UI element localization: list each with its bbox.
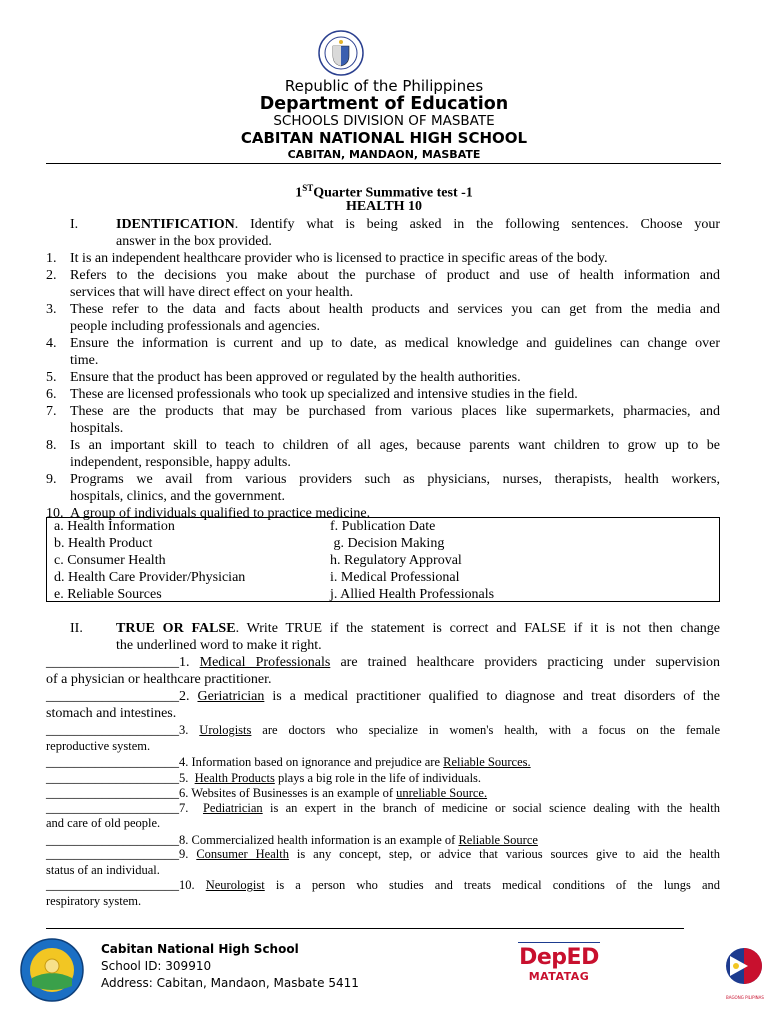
true-false-statement bbox=[46, 771, 481, 785]
true-false-item-continuation: stomach and intestines. bbox=[46, 706, 177, 721]
item-text: services that will have direct effect on your health. bbox=[70, 285, 354, 300]
item-text: These are the products that may be purchased from various places like supermarkets, pharmacies, and bbox=[70, 404, 720, 419]
item-number: 6. bbox=[46, 387, 57, 402]
header-department: Department of Education bbox=[259, 94, 509, 114]
item-text: These refer to the data and facts about health products and services you can get from the media and bbox=[70, 302, 720, 317]
quarter-superscript: ST bbox=[302, 183, 314, 193]
answer-blank[interactable]: ___________________ bbox=[46, 800, 179, 816]
item-number: 1. bbox=[46, 251, 57, 266]
answer-blank[interactable]: ___________________ bbox=[46, 878, 179, 893]
matatag-text: MATATAG bbox=[528, 970, 590, 983]
underlined-term: unreliable Source. bbox=[396, 786, 488, 800]
answer-blank[interactable]: ___________________ bbox=[46, 786, 179, 801]
item-post-text: is a medical practitioner qualified to diagnose and treat disorders of the bbox=[264, 689, 721, 704]
item-text: time. bbox=[70, 353, 99, 368]
true-false-statement bbox=[46, 800, 720, 817]
item-number: 2. bbox=[46, 268, 57, 283]
deped-seal-logo bbox=[318, 30, 364, 76]
choice-item: d. Health Care Provider/Physician bbox=[54, 570, 246, 585]
footer-divider bbox=[46, 928, 684, 929]
item-number: 9. bbox=[46, 472, 57, 487]
choice-item: f. Publication Date bbox=[330, 519, 436, 534]
item-post-text: are doctors who specialize in women's health, with a focus on the female bbox=[251, 723, 720, 737]
item-number: 6. bbox=[179, 786, 189, 800]
item-number: 7. bbox=[46, 404, 57, 419]
item-text: Refers to the decisions you make about the purchase of product and use of health information and bbox=[70, 268, 720, 283]
item-post-text: are trained healthcare providers practicing under supervision bbox=[330, 655, 721, 670]
underlined-term: Reliable Source bbox=[458, 832, 538, 847]
item-pre-text: Information based on ignorance and prejudice are bbox=[188, 755, 444, 769]
item-number: 5. bbox=[46, 370, 57, 385]
part2-roman: II. bbox=[70, 621, 83, 636]
part2-instruction bbox=[116, 620, 720, 637]
item-pre-text bbox=[195, 878, 206, 892]
item-number: 10. bbox=[46, 506, 64, 521]
item-text: It is an independent healthcare provider who is licensed to practice in specific areas of the body. bbox=[70, 251, 608, 266]
item-post-text: is any concept, step, or advice that various sources give to aid the health bbox=[288, 847, 720, 861]
underlined-term: Geriatrician bbox=[197, 689, 265, 704]
test-subject: HEALTH 10 bbox=[345, 199, 423, 214]
true-false-item bbox=[46, 846, 720, 863]
item-text: Is an important skill to teach to children of all ages, because parents want children to grow up to be bbox=[70, 438, 720, 453]
answer-blank[interactable]: ___________________ bbox=[46, 755, 179, 770]
true-false-item-continuation: status of an individual. bbox=[46, 862, 160, 877]
true-false-item bbox=[46, 800, 720, 817]
part2-heading: TRUE OR FALSE bbox=[116, 621, 236, 636]
true-false-item-continuation: reproductive system. bbox=[46, 738, 151, 753]
item-pre-text bbox=[188, 801, 203, 815]
item-text: A group of individuals qualified to practice medicine. bbox=[70, 506, 371, 521]
true-false-item bbox=[46, 688, 720, 705]
item-number: 9. bbox=[179, 847, 189, 861]
bagong-pilipinas-text: BAGONG PILIPINAS bbox=[726, 995, 764, 1000]
item-pre-text: Websites of Businesses is an example of bbox=[188, 786, 397, 800]
choice-item: e. Reliable Sources bbox=[54, 587, 162, 602]
item-number: 2. bbox=[179, 689, 190, 704]
item-text: These are licensed professionals who took up specialized and intensive studies in the field. bbox=[70, 387, 578, 402]
true-false-item-continuation: respiratory system. bbox=[46, 893, 142, 908]
item-text: Ensure that the product has been approved or regulated by the health authorities. bbox=[70, 370, 521, 385]
item-number: 5. bbox=[179, 770, 189, 785]
deped-logo-line bbox=[518, 942, 600, 943]
item-number: 10. bbox=[179, 878, 195, 892]
choice-item: i. Medical Professional bbox=[330, 570, 460, 585]
deped-matatag-logo bbox=[516, 942, 602, 998]
part1-instruction-a: . Identify what is being asked in the following sentences. Choose your bbox=[234, 217, 720, 232]
choice-item: j. Allied Health Professionals bbox=[330, 587, 495, 602]
deped-logo-text: DepED bbox=[519, 945, 599, 970]
item-text: independent, responsible, happy adults. bbox=[70, 455, 291, 470]
item-post-text: is a person who studies and treats medical conditions of the lungs and bbox=[264, 878, 720, 892]
item-number: 4. bbox=[179, 755, 189, 769]
footer-school-id: School ID: 309910 bbox=[101, 959, 212, 973]
item-post-text: plays a big role in the life of individuals. bbox=[274, 770, 482, 785]
true-false-item bbox=[46, 654, 720, 671]
part1-instruction bbox=[116, 216, 720, 233]
answer-blank[interactable]: ___________________ bbox=[46, 770, 179, 786]
true-false-item-continuation: and care of old people. bbox=[46, 816, 161, 830]
underlined-term: Health Products bbox=[194, 770, 275, 785]
part1-roman: I. bbox=[70, 217, 79, 232]
underlined-term: Reliable Sources. bbox=[443, 755, 531, 769]
quarter-title: Quarter Summative test -1 bbox=[313, 185, 473, 201]
item-text: Ensure the information is current and up to date, as medical knowledge and guidelines can change over bbox=[70, 336, 720, 351]
item-pre-text bbox=[188, 723, 199, 737]
underlined-term: Pediatrician bbox=[202, 800, 263, 815]
item-text: hospitals. bbox=[70, 421, 124, 436]
underlined-term: Consumer Health bbox=[196, 847, 289, 861]
part1-instruction-b: answer in the box provided. bbox=[116, 234, 272, 249]
item-pre-text bbox=[190, 655, 200, 670]
header-divider bbox=[46, 163, 721, 164]
true-false-statement bbox=[46, 755, 531, 769]
true-false-item-continuation: of a physician or healthcare practitioner. bbox=[46, 672, 272, 687]
item-number: 8. bbox=[46, 438, 57, 453]
answer-blank[interactable]: ___________________ bbox=[46, 847, 179, 862]
true-false-item bbox=[46, 877, 720, 894]
header-division: SCHOOLS DIVISION OF MASBATE bbox=[273, 113, 495, 129]
underlined-term: Neurologist bbox=[205, 878, 265, 892]
item-number: 1. bbox=[179, 655, 190, 670]
item-number: 3. bbox=[179, 723, 189, 737]
choice-item: a. Health Information bbox=[54, 519, 175, 534]
school-logo bbox=[20, 938, 84, 1002]
true-false-statement bbox=[46, 688, 720, 705]
true-false-item bbox=[46, 722, 720, 739]
true-false-statement bbox=[46, 877, 720, 894]
part2-instruction-a: . Write TRUE if the statement is correct and FALSE if it is not then change bbox=[235, 621, 720, 636]
item-text: Programs we avail from various providers such as physicians, nurses, therapists, health workers, bbox=[70, 472, 720, 487]
true-false-statement bbox=[46, 722, 720, 739]
item-number: 3. bbox=[46, 302, 57, 317]
choice-item: h. Regulatory Approval bbox=[330, 553, 462, 568]
header-location: CABITAN, MANDAON, MASBATE bbox=[287, 148, 481, 161]
underlined-term: Medical Professionals bbox=[199, 655, 331, 670]
item-number: 4. bbox=[46, 336, 57, 351]
quarter-number: 1 bbox=[295, 185, 303, 201]
choice-item: c. Consumer Health bbox=[54, 553, 166, 568]
item-pre-text: Commercialized health information is an example of bbox=[188, 832, 459, 847]
choice-item: b. Health Product bbox=[54, 536, 153, 551]
answer-blank[interactable]: ___________________ bbox=[46, 689, 179, 704]
item-number: 8. bbox=[179, 832, 189, 847]
item-post-text: is an expert in the branch of medicine or social science dealing with the health bbox=[262, 800, 720, 815]
true-false-statement bbox=[46, 833, 538, 847]
item-text: hospitals, clinics, and the government. bbox=[70, 489, 286, 504]
true-false-statement bbox=[46, 786, 487, 800]
item-text: people including professionals and agencies. bbox=[70, 319, 320, 334]
part2-instruction-b: the underlined word to make it right. bbox=[116, 638, 322, 653]
bagong-pilipinas-logo bbox=[720, 946, 768, 998]
choice-item: g. Decision Making bbox=[330, 536, 445, 551]
footer-address: Address: Cabitan, Mandaon, Masbate 5411 bbox=[101, 976, 359, 990]
item-number: 7. bbox=[179, 800, 189, 815]
part1-heading: IDENTIFICATION bbox=[116, 217, 235, 232]
answer-blank[interactable]: ___________________ bbox=[46, 655, 179, 670]
true-false-statement bbox=[46, 846, 720, 863]
answer-blank[interactable]: ___________________ bbox=[46, 832, 179, 848]
header-republic: Republic of the Philippines bbox=[284, 77, 484, 95]
footer-school-name: Cabitan National High School bbox=[101, 942, 299, 956]
underlined-term: Urologists bbox=[199, 723, 252, 737]
header-school: CABITAN NATIONAL HIGH SCHOOL bbox=[240, 129, 528, 147]
true-false-statement bbox=[46, 654, 720, 671]
answer-blank[interactable]: ___________________ bbox=[46, 723, 179, 738]
